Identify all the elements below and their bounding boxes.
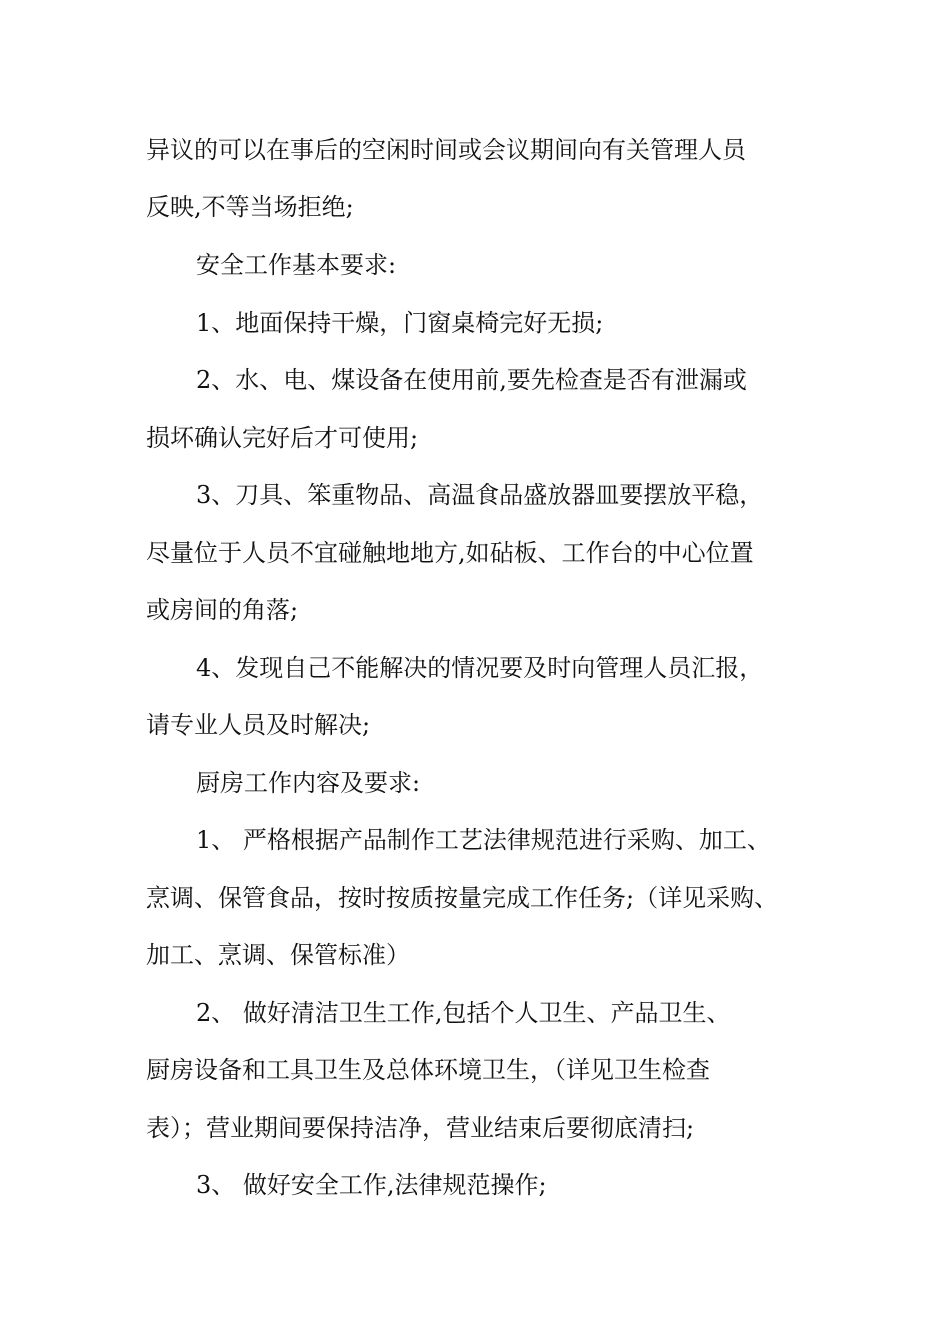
line-text: 异议的可以在事后的空闲时间或会议期间向有关管理人员 — [146, 136, 746, 164]
text-line — [0, 648, 950, 688]
line-text: 4、发现自己不能解决的情况要及时向管理人员汇报， — [196, 654, 764, 682]
line-text: 1、 严格根据产品制作工艺法律规范进行采购、加工、 — [196, 826, 771, 854]
line-text: 反映,不等当场拒绝; — [146, 193, 354, 221]
line-text: 尽量位于人员不宜碰触地地方,如砧板、工作台的中心位置 — [146, 539, 754, 567]
line-text: 2、水、电、煤设备在使用前,要先检查是否有泄漏或 — [196, 366, 747, 394]
line-text: 请专业人员及时解决; — [146, 711, 371, 739]
line-text: 厨房设备和工具卫生及总体环境卫生，（详见卫生检查 — [146, 1056, 710, 1084]
text-line — [0, 878, 950, 918]
line-text: 2、 做好清洁卫生工作,包括个人卫生、产品卫生、 — [196, 999, 731, 1027]
text-line — [0, 705, 950, 745]
text-line — [0, 1165, 950, 1205]
line-text: 安全工作基本要求: — [196, 251, 397, 279]
text-line — [0, 590, 950, 630]
text-line — [0, 418, 950, 458]
line-text: 3、 做好安全工作,法律规范操作; — [196, 1171, 547, 1199]
line-text: 1、地面保持干燥，门窗桌椅完好无损; — [196, 309, 604, 337]
line-text: 损坏确认完好后才可使用; — [146, 424, 419, 452]
text-line — [0, 763, 950, 803]
text-line — [0, 993, 950, 1033]
text-line — [0, 533, 950, 573]
text-line — [0, 245, 950, 285]
text-line — [0, 935, 950, 975]
line-text: 或房间的角落; — [146, 596, 299, 624]
text-line — [0, 1108, 950, 1148]
line-text: 厨房工作内容及要求: — [196, 769, 421, 797]
line-text: 加工、烹调、保管标准） — [146, 941, 410, 969]
line-text: 烹调、保管食品，按时按质按量完成工作任务;（详见采购、 — [146, 884, 779, 912]
text-line — [0, 475, 950, 515]
text-line — [0, 360, 950, 400]
text-line — [0, 303, 950, 343]
line-text: 3、刀具、笨重物品、高温食品盛放器皿要摆放平稳， — [196, 481, 764, 509]
text-line — [0, 130, 950, 170]
text-line — [0, 1050, 950, 1090]
line-text: 表）；营业期间要保持洁净，营业结束后要彻底清扫; — [146, 1114, 695, 1142]
text-line — [0, 187, 950, 227]
text-line — [0, 820, 950, 860]
